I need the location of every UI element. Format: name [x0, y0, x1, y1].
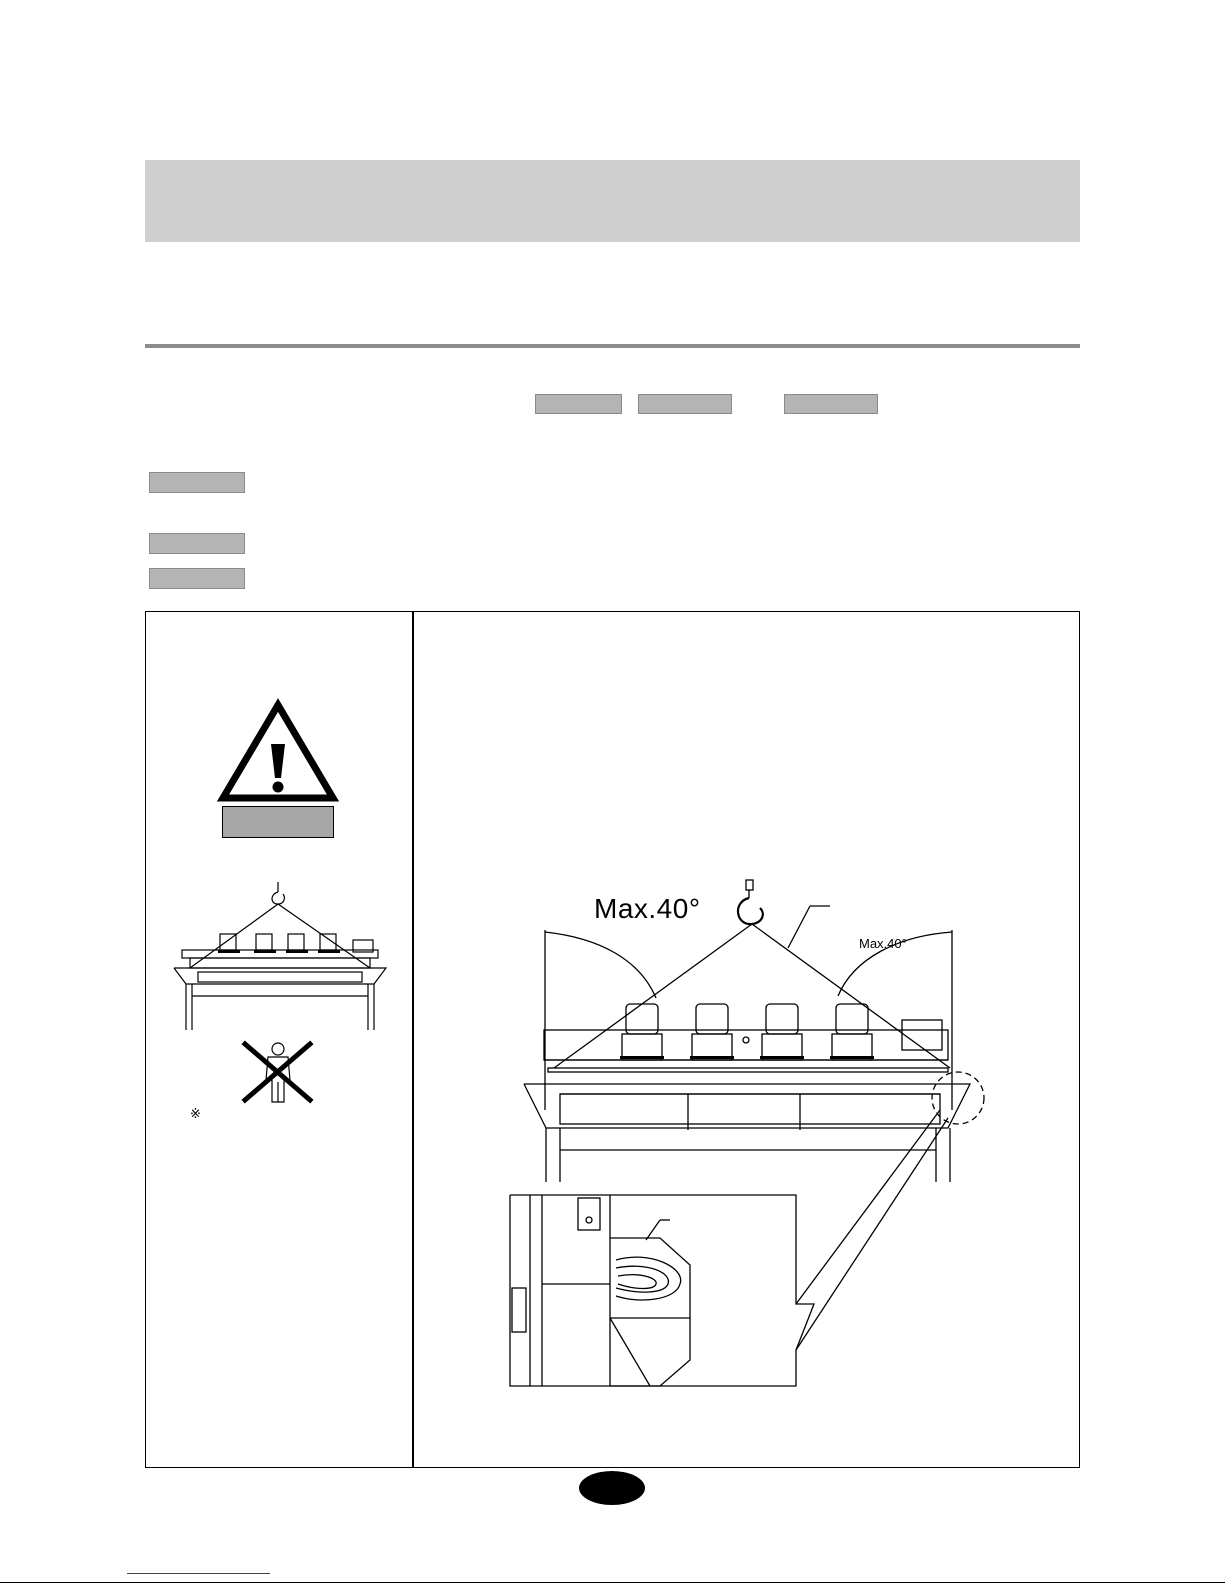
panel-divider [412, 611, 414, 1468]
large-lifting-diagram [500, 880, 1020, 1400]
warning-triangle-icon [220, 702, 336, 802]
angle-label-large: Max.40° [594, 893, 701, 924]
note-mark: ※ [190, 1107, 201, 1122]
section-rule [145, 344, 1080, 348]
caution-label [222, 806, 334, 838]
no-person-under-load-icon [240, 1040, 316, 1104]
small-lifting-diagram [170, 880, 395, 1040]
label-tag-1 [535, 394, 622, 414]
footer-rule [0, 1582, 1225, 1583]
angle-label-small: Max.40° [859, 936, 907, 951]
page-number-oval [579, 1471, 645, 1505]
label-tag-6 [149, 568, 245, 589]
label-tag-3 [784, 394, 878, 414]
footer-link-underline [127, 1573, 270, 1574]
label-tag-4 [149, 472, 245, 493]
section-header-band [145, 160, 1080, 242]
label-tag-5 [149, 533, 245, 554]
label-tag-2 [638, 394, 732, 414]
